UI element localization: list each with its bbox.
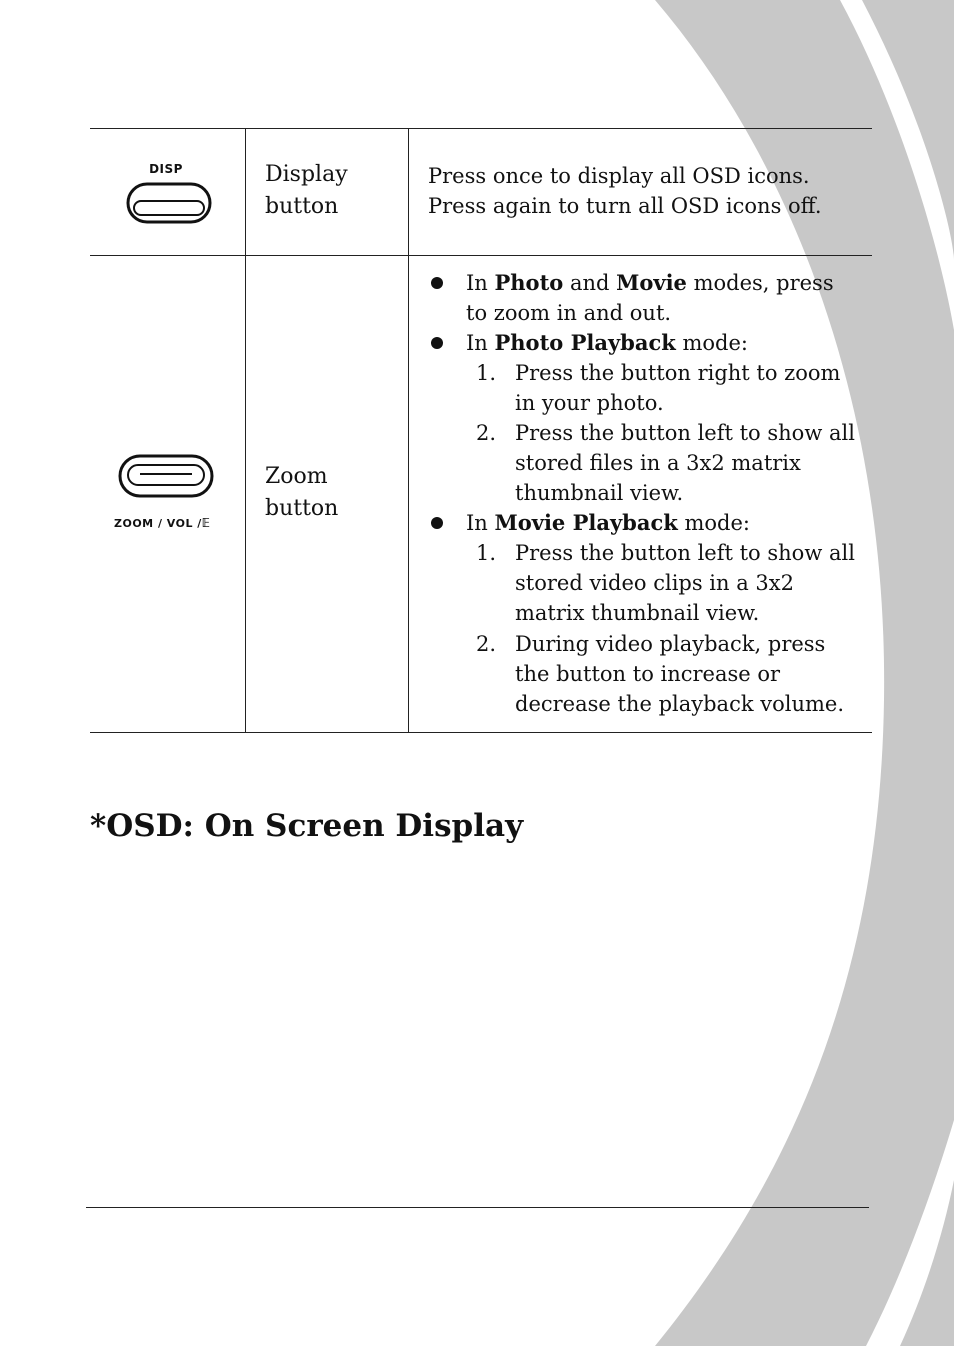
list-item: Press the button right to zoom in your photo. [515,361,841,415]
button-name: Display button [265,162,348,219]
list-item: During video playback, press the button to increase or decrease the playback volume. [515,632,844,716]
list-number: 1. [476,541,497,565]
delete-icon: 𝔼 [201,516,211,530]
table-rule [90,255,872,256]
list-number: 2. [476,421,497,445]
list-item: In Movie Playback mode: [466,510,750,535]
table-rule [90,128,872,129]
disp-button-icon [126,162,212,226]
list-item: Press the button left to show all stored video clips in a 3x2 matrix thumbnail view. [515,541,855,625]
list-item: In Photo Playback mode: [466,330,748,355]
list-item: Press the button left to show all stored files in a 3x2 matrix thumbnail view. [515,421,855,505]
column-divider [245,128,246,732]
bullet-icon [431,517,443,529]
bullet-icon [431,337,443,349]
list-number: 1. [476,361,497,385]
column-divider [408,128,409,732]
list-number: 2. [476,632,497,656]
disp-icon-label: DISP [149,162,183,176]
section-heading: *OSD: On Screen Display [90,808,524,844]
button-description: Press once to display all OSD icons. Press again to turn all OSD icons off. [428,164,822,218]
table-rule [90,732,872,733]
zoom-icon-label: ZOOM / VOL /𝔼 [114,516,211,530]
zoom-vol-button-icon [114,454,224,534]
bullet-icon [431,277,443,289]
button-name: Zoom button [265,464,339,521]
footer-rule [86,1207,869,1208]
list-item: In Photo and Movie modes, press to zoom in and out. [466,270,834,325]
